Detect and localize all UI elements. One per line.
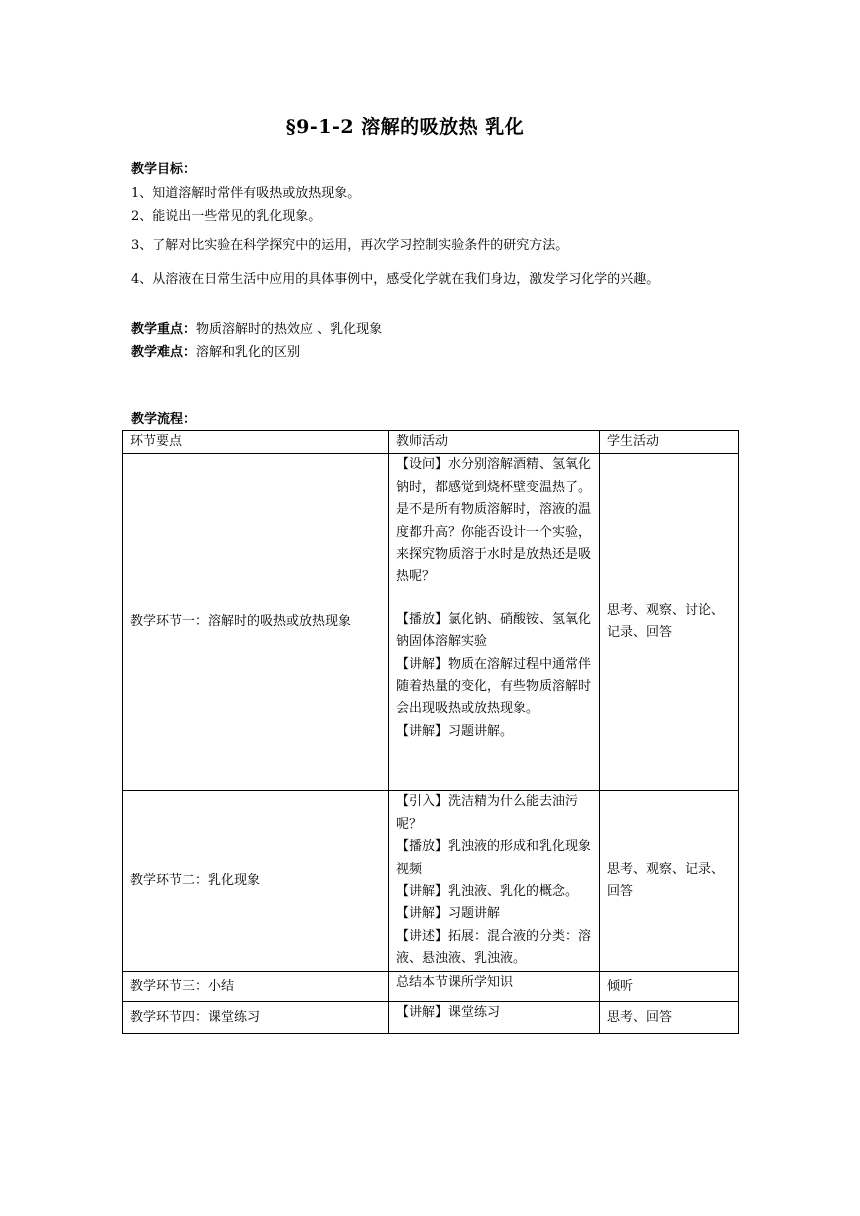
teacher-cell [389,791,600,972]
teacher-cell [389,1002,600,1034]
teacher-activity: 【播放】氯化钠、硝酸铵、氢氧化钠固体溶解实验 [396,611,592,650]
teacher-activity: 【讲解】习题讲解。 [396,723,514,739]
difficulty-label: 教学难点： [131,345,197,360]
teacher-activity: 【讲解】课堂练习 [396,1005,501,1021]
teacher-activity: 【播放】乳浊液的形成和乳化现象视频 [396,839,592,877]
header-teacher: 教师活动 [389,431,600,454]
teacher-activity: 【设问】水分别溶解酒精、氢氧化钠时，都感觉到烧杯壁变温热了。是不是所有物质溶解时，溶液的温度都升高？你能否设计一个实验，来探究物质溶于水时是放热还是吸热呢？ [396,457,592,585]
header-step: 环节要点 [123,431,389,454]
flow-table [122,430,739,1034]
document-title: §9-1-2 溶解的吸放热 乳化 [285,116,525,138]
table-header-row [123,431,739,454]
table-row [123,972,739,1002]
table-row [123,454,739,791]
flow-heading: 教学流程： [131,412,197,427]
teacher-cell [389,972,600,1002]
teacher-activity: 【讲解】乳浊液、乳化的概念。 [396,884,579,900]
step-cell: 教学环节三：小结 [123,972,389,1002]
objective-item-4: 4、从溶液在日常生活中应用的具体事例中，感受化学就在我们身边，激发学习化学的兴趣。 [131,272,660,287]
objective-item-1: 1、知道溶解时常伴有吸热或放热现象。 [131,186,361,201]
key-point [131,318,382,337]
table-row [123,1002,739,1034]
objective-item-3: 3、了解对比实验在科学探究中的运用，再次学习控制实验条件的研究方法。 [131,238,569,253]
difficulty-text: 溶解和乳化的区别 [196,345,301,360]
teacher-activity: 【引入】洗洁精为什么能去油污呢？ [396,794,579,832]
teacher-activity: 【讲述】拓展：混合液的分类：溶液、悬浊液、乳浊液。 [396,928,592,967]
difficulty [131,341,300,360]
teacher-activity: 总结本节课所学知识 [396,975,514,991]
step-cell: 教学环节四：课堂练习 [123,1002,389,1034]
step-cell: 教学环节一：溶解时的吸热或放热现象 [123,454,389,791]
student-cell: 倾听 [600,972,739,1002]
student-cell: 思考、回答 [600,1002,739,1034]
student-cell: 思考、观察、记录、回答 [600,791,739,972]
objectives-heading: 教学目标： [131,162,197,177]
student-cell: 思考、观察、讨论、记录、回答 [600,454,739,791]
teacher-activity: 【讲解】物质在溶解过程中通常伴随着热量的变化，有些物质溶解时会出现吸热或放热现象。 [396,656,592,717]
teacher-activity: 【讲解】习题讲解 [396,906,501,922]
table-row [123,791,739,972]
header-student: 学生活动 [600,431,739,454]
teacher-cell [389,454,600,791]
step-cell: 教学环节二：乳化现象 [123,791,389,972]
objective-item-2: 2、能说出一些常见的乳化现象。 [131,209,322,224]
key-point-text: 物质溶解时的热效应 、乳化现象 [196,322,383,337]
key-point-label: 教学重点： [131,322,197,337]
